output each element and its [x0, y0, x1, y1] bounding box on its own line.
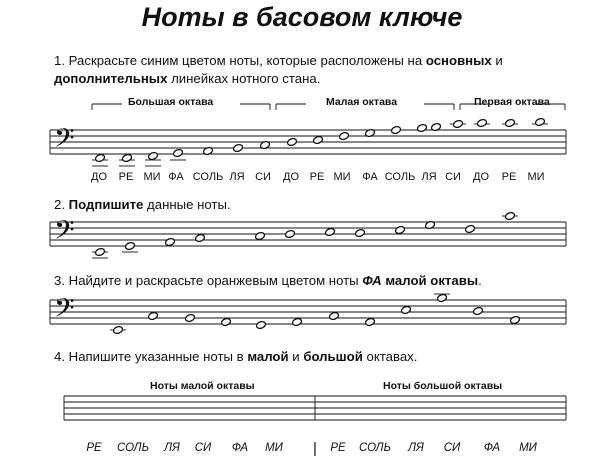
- syllable: ЛЯ: [229, 171, 245, 183]
- task-3-number: 3.: [54, 273, 65, 288]
- whole-note: [165, 237, 176, 246]
- bass-clef-icon: 𝄢: [54, 122, 75, 160]
- bass-clef-icon: 𝄢: [54, 292, 75, 330]
- note-name-great: СИ: [443, 442, 461, 454]
- note-name-small: МИ: [265, 442, 283, 454]
- syllable: СОЛЬ: [384, 171, 416, 183]
- whole-note: [221, 317, 232, 326]
- whole-note: [473, 306, 484, 315]
- whole-note: [173, 148, 184, 157]
- task-2-bold: Подпишите: [68, 197, 144, 212]
- whole-note: [95, 247, 106, 256]
- whole-note: [339, 131, 350, 140]
- note-name-great: ЛЯ: [408, 442, 424, 454]
- task-3-bold: малой октавы: [381, 273, 479, 288]
- task-4-text-a: Напишите указанные ноты в: [65, 349, 248, 364]
- whole-note: [313, 135, 324, 144]
- task-1-bold-b: дополнительных: [54, 71, 168, 86]
- task-3-text-a: Найдите и раскрасьте оранжевым цветом ноты: [65, 273, 363, 288]
- syllable: РЕ: [309, 171, 325, 183]
- syllable: ФА: [168, 171, 184, 183]
- octave-label-small: Малая октава: [326, 96, 398, 108]
- whole-note: [437, 293, 448, 302]
- whole-note: [185, 313, 196, 322]
- note-name-small: РЕ: [86, 442, 102, 454]
- task-2-number: 2.: [54, 197, 65, 212]
- note-name-small: СОЛЬ: [116, 442, 150, 454]
- whole-note: [505, 211, 516, 220]
- whole-note: [285, 229, 296, 238]
- whole-note: [329, 311, 340, 320]
- task-2-text: данные ноты.: [143, 197, 231, 212]
- whole-note: [510, 315, 521, 324]
- header-small-octave: Ноты малой октавы: [150, 380, 255, 392]
- whole-note: [122, 153, 133, 162]
- syllable: СОЛЬ: [192, 171, 224, 183]
- syllable: РЕ: [501, 171, 517, 183]
- whole-note: [148, 311, 159, 320]
- divider-bar: |: [313, 440, 317, 457]
- whole-note: [477, 118, 488, 127]
- whole-note: [256, 320, 267, 329]
- task-4-text-c: октавах.: [362, 349, 418, 364]
- whole-note: [535, 117, 546, 126]
- task-3-fa: ФА: [362, 273, 382, 288]
- note-name-great: ФА: [483, 442, 501, 454]
- task-1-text-c: линейках нотного стана.: [167, 71, 321, 86]
- syllable: МИ: [527, 171, 545, 183]
- whole-note: [325, 227, 336, 236]
- task-4-bold-b: большой: [303, 349, 363, 364]
- whole-note: [255, 231, 266, 240]
- whole-note: [453, 119, 464, 128]
- syllable: РЕ: [118, 171, 134, 183]
- whole-note: [292, 317, 303, 326]
- octave-label-great: Большая октава: [128, 96, 214, 108]
- note-name-small: СИ: [194, 442, 212, 454]
- whole-note: [365, 317, 376, 326]
- task-4-bold-a: малой: [247, 349, 289, 364]
- bass-clef-icon: 𝄢: [54, 214, 75, 252]
- syllable: ФА: [362, 171, 378, 183]
- note-name-great: РЕ: [330, 442, 346, 454]
- task-1-text-a: Раскрасьте синим цветом ноты, которые расположены на: [65, 53, 426, 68]
- whole-note: [113, 325, 124, 334]
- syllable: МИ: [333, 171, 351, 183]
- whole-note: [125, 241, 136, 250]
- note-name-great: СОЛЬ: [358, 442, 392, 454]
- header-great-octave: Ноты большой октавы: [383, 380, 503, 392]
- whole-note: [395, 225, 406, 234]
- whole-note: [233, 143, 244, 152]
- whole-note: [417, 123, 428, 132]
- whole-note: [401, 305, 412, 314]
- task-1-bold-a: основных: [425, 53, 492, 68]
- whole-note: [148, 151, 159, 160]
- whole-note: [355, 228, 366, 237]
- task-1-text-b: и: [491, 53, 503, 68]
- syllable: ЛЯ: [421, 171, 437, 183]
- task-3-text-b: .: [478, 273, 482, 288]
- task-1-number: 1.: [54, 53, 65, 68]
- note-name-small: ЛЯ: [164, 442, 180, 454]
- syllable: СИ: [255, 171, 271, 183]
- syllable: ДО: [472, 171, 490, 183]
- task-4-number: 4.: [54, 349, 65, 364]
- whole-note: [95, 153, 106, 162]
- task-4-text-b: и: [288, 349, 304, 364]
- whole-note: [195, 233, 206, 242]
- note-name-great: МИ: [519, 442, 537, 454]
- whole-note: [505, 118, 516, 127]
- syllable: ДО: [282, 171, 300, 183]
- octave-label-first: Первая октава: [474, 96, 550, 108]
- syllable: СИ: [445, 171, 461, 183]
- whole-note: [391, 125, 402, 134]
- syllable: ДО: [90, 171, 108, 183]
- note-name-small: ФА: [231, 442, 249, 454]
- syllable: МИ: [143, 171, 161, 183]
- whole-note: [287, 137, 298, 146]
- page-title: Ноты в басовом ключе: [141, 2, 463, 32]
- whole-note: [465, 224, 476, 233]
